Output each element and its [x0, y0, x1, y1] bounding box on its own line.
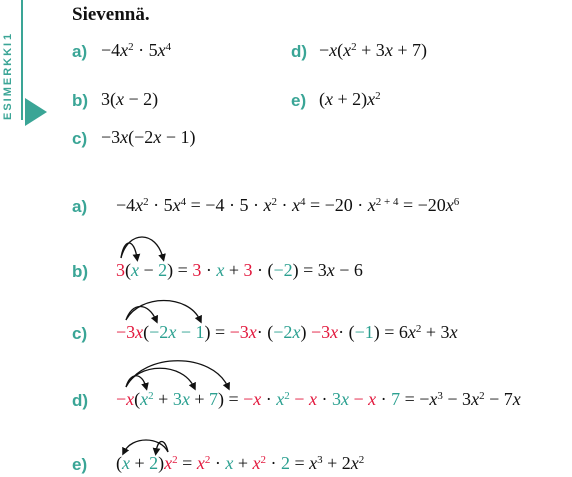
solution-label-e: e): [72, 455, 88, 474]
arc-d-3: [126, 361, 228, 387]
arc-e-2: [156, 442, 168, 453]
arc-c-1: [126, 307, 156, 321]
solution-a: $-4x^2 \cdot 5x^4 = -4 \cdot 5 \cdot x^2 \cdot x^4 = -20 \cdot x^{2 + 4} = -20x^6$: [116, 195, 460, 215]
arc-b-1: [121, 243, 137, 258]
solution-c: $-3x(-2x - 1) = -3x\cdot (-2x) -3x\cdot (-1) = 6x^2 + 3x$: [116, 322, 458, 342]
solution-e: $(x + 2)x^2 = x^2 \cdot x + x^2 \cdot 2 = x^3 + 2x^2$: [116, 453, 365, 473]
task-expr-b: 3(x − 2): [101, 89, 159, 109]
flag-icon: [25, 98, 47, 126]
task-label-a: a): [72, 42, 88, 61]
arc-c-2: [126, 301, 200, 321]
task-label-d: d): [291, 42, 308, 61]
solution-label-d: d): [72, 391, 89, 410]
solution-d: $-x(x^2 + 3x + 7) = -x \cdot x^2 - x \cdot 3x - x \cdot 7 = -x^3 - 3x^2 - 7x$: [116, 389, 521, 409]
task-expr-c: −3x(−2x − 1): [101, 127, 196, 147]
task-expr-a: $-4x^2 \cdot 5x^4$: [101, 40, 172, 60]
task-label-c: c): [72, 129, 88, 148]
arc-d-2: [126, 368, 194, 387]
task-expr-d: $-x(x^2 + 3x + 7)$: [319, 40, 427, 60]
tab-label: ESIMERKKI: [2, 40, 14, 120]
task-label-b: b): [72, 91, 89, 110]
solution-label-a: a): [72, 197, 88, 216]
task-expr-e: $(x + 2)x^2$: [319, 89, 381, 109]
arc-e-1: [124, 440, 168, 452]
example-tab: [0, 0, 23, 127]
tab-number: 1: [2, 33, 14, 40]
solution-label-b: b): [72, 262, 89, 281]
arc-b-2: [121, 237, 163, 258]
task-label-e: e): [291, 91, 307, 110]
exercise-heading: Sievennä.: [72, 4, 150, 25]
solution-label-c: c): [72, 324, 88, 343]
solution-b: 3(x − 2) = 3 · x + 3 · (−2) = 3x − 6: [116, 260, 363, 280]
arc-d-1: [126, 376, 146, 387]
